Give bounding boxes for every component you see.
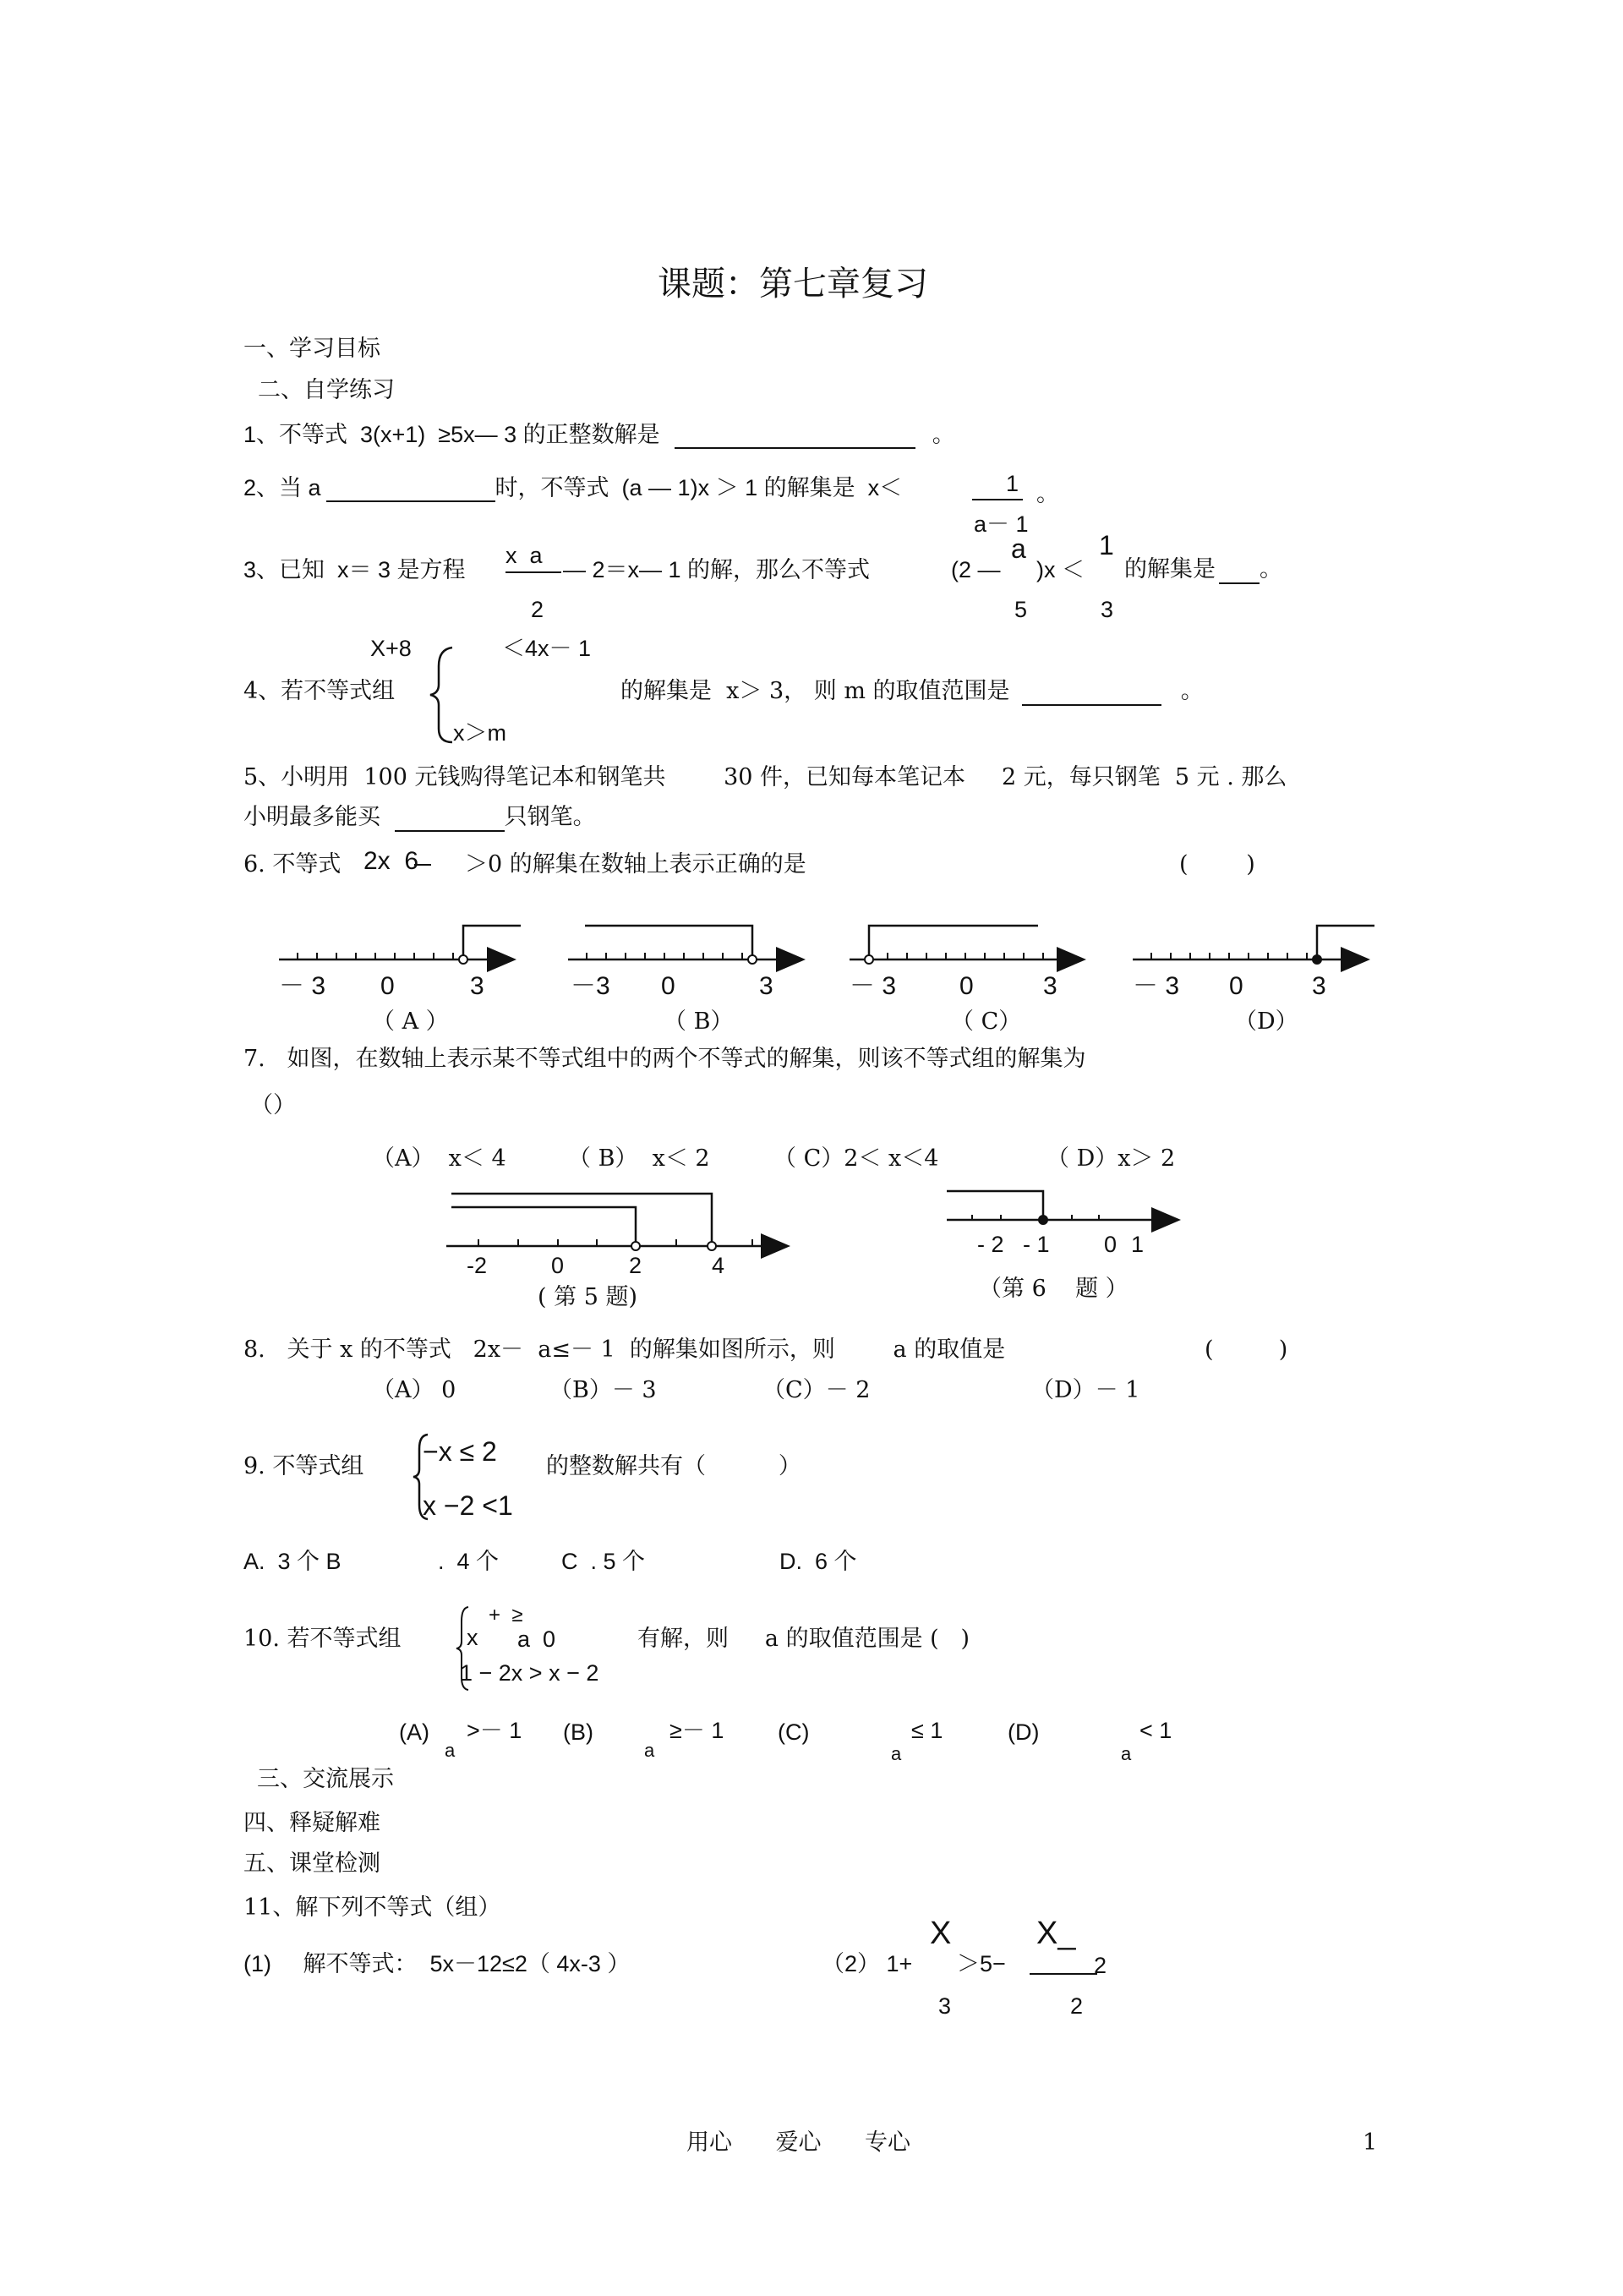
question-2 — [243, 473, 902, 502]
system-line-1-rhs: a 0 — [517, 1626, 556, 1652]
question-11-title: 11、解下列不等式（组） — [243, 1894, 501, 1921]
fraction-bar — [972, 499, 1023, 500]
fraction-numerator: X_ — [1036, 1916, 1076, 1951]
system-line-1-ops: + ≥ — [489, 1604, 523, 1626]
option-d-relation: < 1 — [1139, 1718, 1172, 1743]
tick-label: 2 — [629, 1253, 642, 1278]
question-1-text: 1、不等式 3(x+1) ≥5x— 3 的正整数解是 — [243, 422, 660, 447]
question-4-condition-b: 则 m 的取值范围是 — [813, 678, 1010, 704]
question-3-text-d: )x ＜ — [1036, 557, 1085, 582]
option-label: （ A ） — [372, 1009, 449, 1035]
fraction-denominator: 2 — [1070, 1993, 1084, 2019]
question-5-line-1: 5、小明用 100 元钱购得笔记本和钢笔共 30 件，已知每本笔记本 2 元，每只钢笔 5 元 . 那么 — [243, 764, 1287, 790]
tick-label: －3 — [571, 972, 610, 1000]
question-6-text-a: 6. 不等式 — [243, 851, 342, 877]
q6-number-lines — [0, 913, 1623, 1031]
option-label: （ C） — [951, 1009, 1022, 1035]
number-line-c — [850, 926, 1082, 964]
tick-label: 3 — [1043, 972, 1057, 1000]
section-heading-1: 一、学习目标 — [243, 336, 380, 362]
fraction-bar — [1030, 1973, 1097, 1975]
question-5-line-2 — [243, 803, 596, 832]
question-2-text-a: 2、当 a — [243, 475, 321, 500]
fraction-numerator: X — [930, 1916, 952, 1951]
fraction-denominator: 2 — [531, 597, 544, 622]
question-5-text-b: 只钢笔。 — [504, 804, 596, 830]
question-3-text-a: 3、已知 x＝ 3 是方程 — [243, 557, 466, 582]
option-a: A. 3 个 B — [243, 1549, 342, 1574]
option-d-tag: (D) — [1008, 1719, 1040, 1745]
tick-label: 3 — [759, 972, 773, 1000]
option-d: （ D）x＞ 2 — [1046, 1145, 1176, 1172]
question-1-end: 。 — [932, 422, 955, 447]
section-heading-2: 二、自学练习 — [258, 377, 395, 403]
option-a: （A） 0 — [372, 1377, 456, 1403]
system-line-2: x＞m — [453, 720, 506, 746]
system-line-1-right: ＜4x－ 1 — [502, 636, 592, 661]
fraction-denominator: a－ 1 — [974, 511, 1029, 537]
answer-blank — [395, 805, 505, 832]
system-line-2: x −2 <1 — [423, 1490, 513, 1521]
question-6-text-b: ＞0 的解集在数轴上表示正确的是 — [465, 851, 806, 877]
option-b-tag: (B) — [563, 1719, 593, 1745]
option-c: （C）－ 2 — [762, 1377, 871, 1403]
question-3-text-e — [1124, 555, 1282, 584]
option-c-relation: ≤ 1 — [911, 1718, 943, 1743]
q7-figures — [0, 1175, 1623, 1293]
option-b-relation: ≥－ 1 — [669, 1718, 724, 1743]
question-7-line-1: 7. 如图，在数轴上表示某不等式组中的两个不等式的解集，则该不等式组的解集为 — [243, 1046, 1086, 1072]
question-3-text-e-label: 的解集是 — [1124, 556, 1216, 582]
answer-blank — [1219, 557, 1260, 584]
question-5-text-a: 小明最多能买 — [243, 804, 380, 830]
option-label: （ B） — [664, 1009, 734, 1035]
question-9-label: 9. 不等式组 — [243, 1453, 364, 1479]
question-2-end: 。 — [1036, 481, 1059, 506]
question-11-part-2-b: ＞5− — [957, 1951, 1006, 1976]
question-9-tail: 的整数解共有（ ） — [546, 1453, 801, 1479]
option-a: （A） x＜ 4 — [372, 1145, 506, 1172]
number-line-b — [568, 926, 801, 964]
fraction-bar — [505, 571, 561, 573]
question-4-condition-a: 的解集是 x＞ 3， — [620, 678, 807, 704]
page-title: 课题：第七章复习 — [658, 265, 928, 303]
answer-blank — [1022, 679, 1161, 706]
question-4-end: 。 — [1180, 678, 1204, 704]
fraction-numerator: x a — [505, 543, 543, 568]
question-3-text-c: (2 — — [951, 557, 1001, 582]
option-label: （D） — [1234, 1009, 1298, 1035]
option-b: . 4 个 — [438, 1549, 500, 1574]
tick-label: - 2 — [977, 1232, 1004, 1257]
fraction-numerator: 1 — [1099, 530, 1114, 560]
section-heading-5: 五、课堂检测 — [243, 1850, 380, 1877]
tick-label: 0 — [959, 972, 974, 1000]
section-heading-3: 三、交流展示 — [257, 1766, 394, 1792]
fraction-bar — [414, 864, 431, 866]
tick-label: 0 — [1104, 1232, 1118, 1257]
option-b: （ B） x＜ 2 — [568, 1145, 710, 1172]
figure-6-number-line — [947, 1191, 1177, 1224]
system-line-1-left: X+8 — [370, 636, 412, 661]
number-line-d — [1133, 926, 1374, 964]
question-11-part-2-a: （2） 1+ — [822, 1951, 913, 1976]
page-number: 1 — [1363, 2129, 1378, 2156]
question-3-end: 。 — [1260, 556, 1282, 582]
option-c: （ C）2＜ x＜4 — [773, 1145, 939, 1172]
option-c: C . 5 个 — [561, 1549, 646, 1574]
tick-label: -2 — [467, 1253, 488, 1278]
fraction-numerator: 1 — [1006, 471, 1019, 496]
tick-label: － 3 — [279, 972, 326, 1000]
figure-5-caption: ( 第 5 题) — [538, 1284, 637, 1310]
system-line-1-var: x — [467, 1625, 478, 1650]
question-3-text-b: — 2＝x— 1 的解，那么不等式 — [563, 557, 871, 582]
answer-blank — [326, 475, 495, 502]
system-line-1: −x ≤ 2 — [423, 1436, 497, 1467]
tick-label: 3 — [470, 972, 484, 1000]
option-d-symbol: a — [1121, 1743, 1132, 1764]
question-6-paren: ( ) — [1179, 851, 1255, 877]
question-7-line-2: （） — [250, 1092, 296, 1118]
tick-label: 1 — [1131, 1232, 1145, 1257]
tick-label: － 3 — [1133, 972, 1180, 1000]
fraction-denominator: 3 — [938, 1993, 952, 2019]
question-2-text-b: 时，不等式 (a — 1)x ＞ 1 的解集是 x＜ — [495, 475, 903, 500]
question-10-tail: 有解，则 a 的取值范围是 ( ) — [637, 1626, 970, 1652]
tick-label: 0 — [551, 1253, 565, 1278]
tick-label: 4 — [712, 1253, 725, 1278]
tick-label: － 3 — [850, 972, 897, 1000]
option-a-relation: >－ 1 — [467, 1718, 522, 1743]
option-d: D. 6 个 — [779, 1549, 857, 1574]
question-1 — [243, 420, 955, 449]
option-b: （B）－ 3 — [549, 1377, 657, 1403]
fraction-numerator: a — [1011, 533, 1026, 564]
figure-6-caption: （第 6 题 ） — [979, 1276, 1128, 1302]
tick-label: 0 — [661, 972, 675, 1000]
option-a-symbol: a — [445, 1740, 456, 1761]
option-c-symbol: a — [891, 1743, 902, 1764]
figure-5-number-line — [446, 1194, 786, 1250]
option-d: （D）－ 1 — [1031, 1377, 1140, 1403]
question-10-label: 10. 若不等式组 — [243, 1626, 402, 1652]
question-4-label: 4、若不等式组 — [243, 678, 396, 704]
tick-label: 0 — [1229, 972, 1243, 1000]
question-8-line-1: 8. 关于 x 的不等式 2x－ a≤－ 1 的解集如图所示，则 a 的取值是 — [243, 1337, 1006, 1363]
footer-text: 用心 爱心 专心 — [686, 2129, 910, 2156]
tick-label: - 1 — [1023, 1232, 1050, 1257]
answer-blank — [675, 422, 915, 449]
number-line-a — [279, 926, 521, 964]
question-8-paren: ( ) — [1205, 1337, 1288, 1363]
fraction-denominator: 5 — [1014, 597, 1028, 622]
tick-label: 0 — [380, 972, 395, 1000]
tick-label: 3 — [1312, 972, 1326, 1000]
fraction-denominator: 3 — [1101, 597, 1114, 622]
option-a-tag: (A) — [399, 1719, 429, 1745]
question-11-part-2-c: 2 — [1094, 1953, 1107, 1978]
option-c-tag: (C) — [778, 1719, 810, 1745]
question-6-expression: 2x 6 — [363, 847, 419, 875]
system-line-2: 1 − 2x > x − 2 — [460, 1660, 599, 1686]
question-11-part-1: (1) 解不等式： 5x－12≤2（ 4x-3 ） — [243, 1951, 631, 1976]
option-b-symbol: a — [644, 1740, 655, 1761]
section-heading-4: 四、释疑解难 — [243, 1810, 380, 1836]
question-4-condition — [620, 677, 1204, 706]
